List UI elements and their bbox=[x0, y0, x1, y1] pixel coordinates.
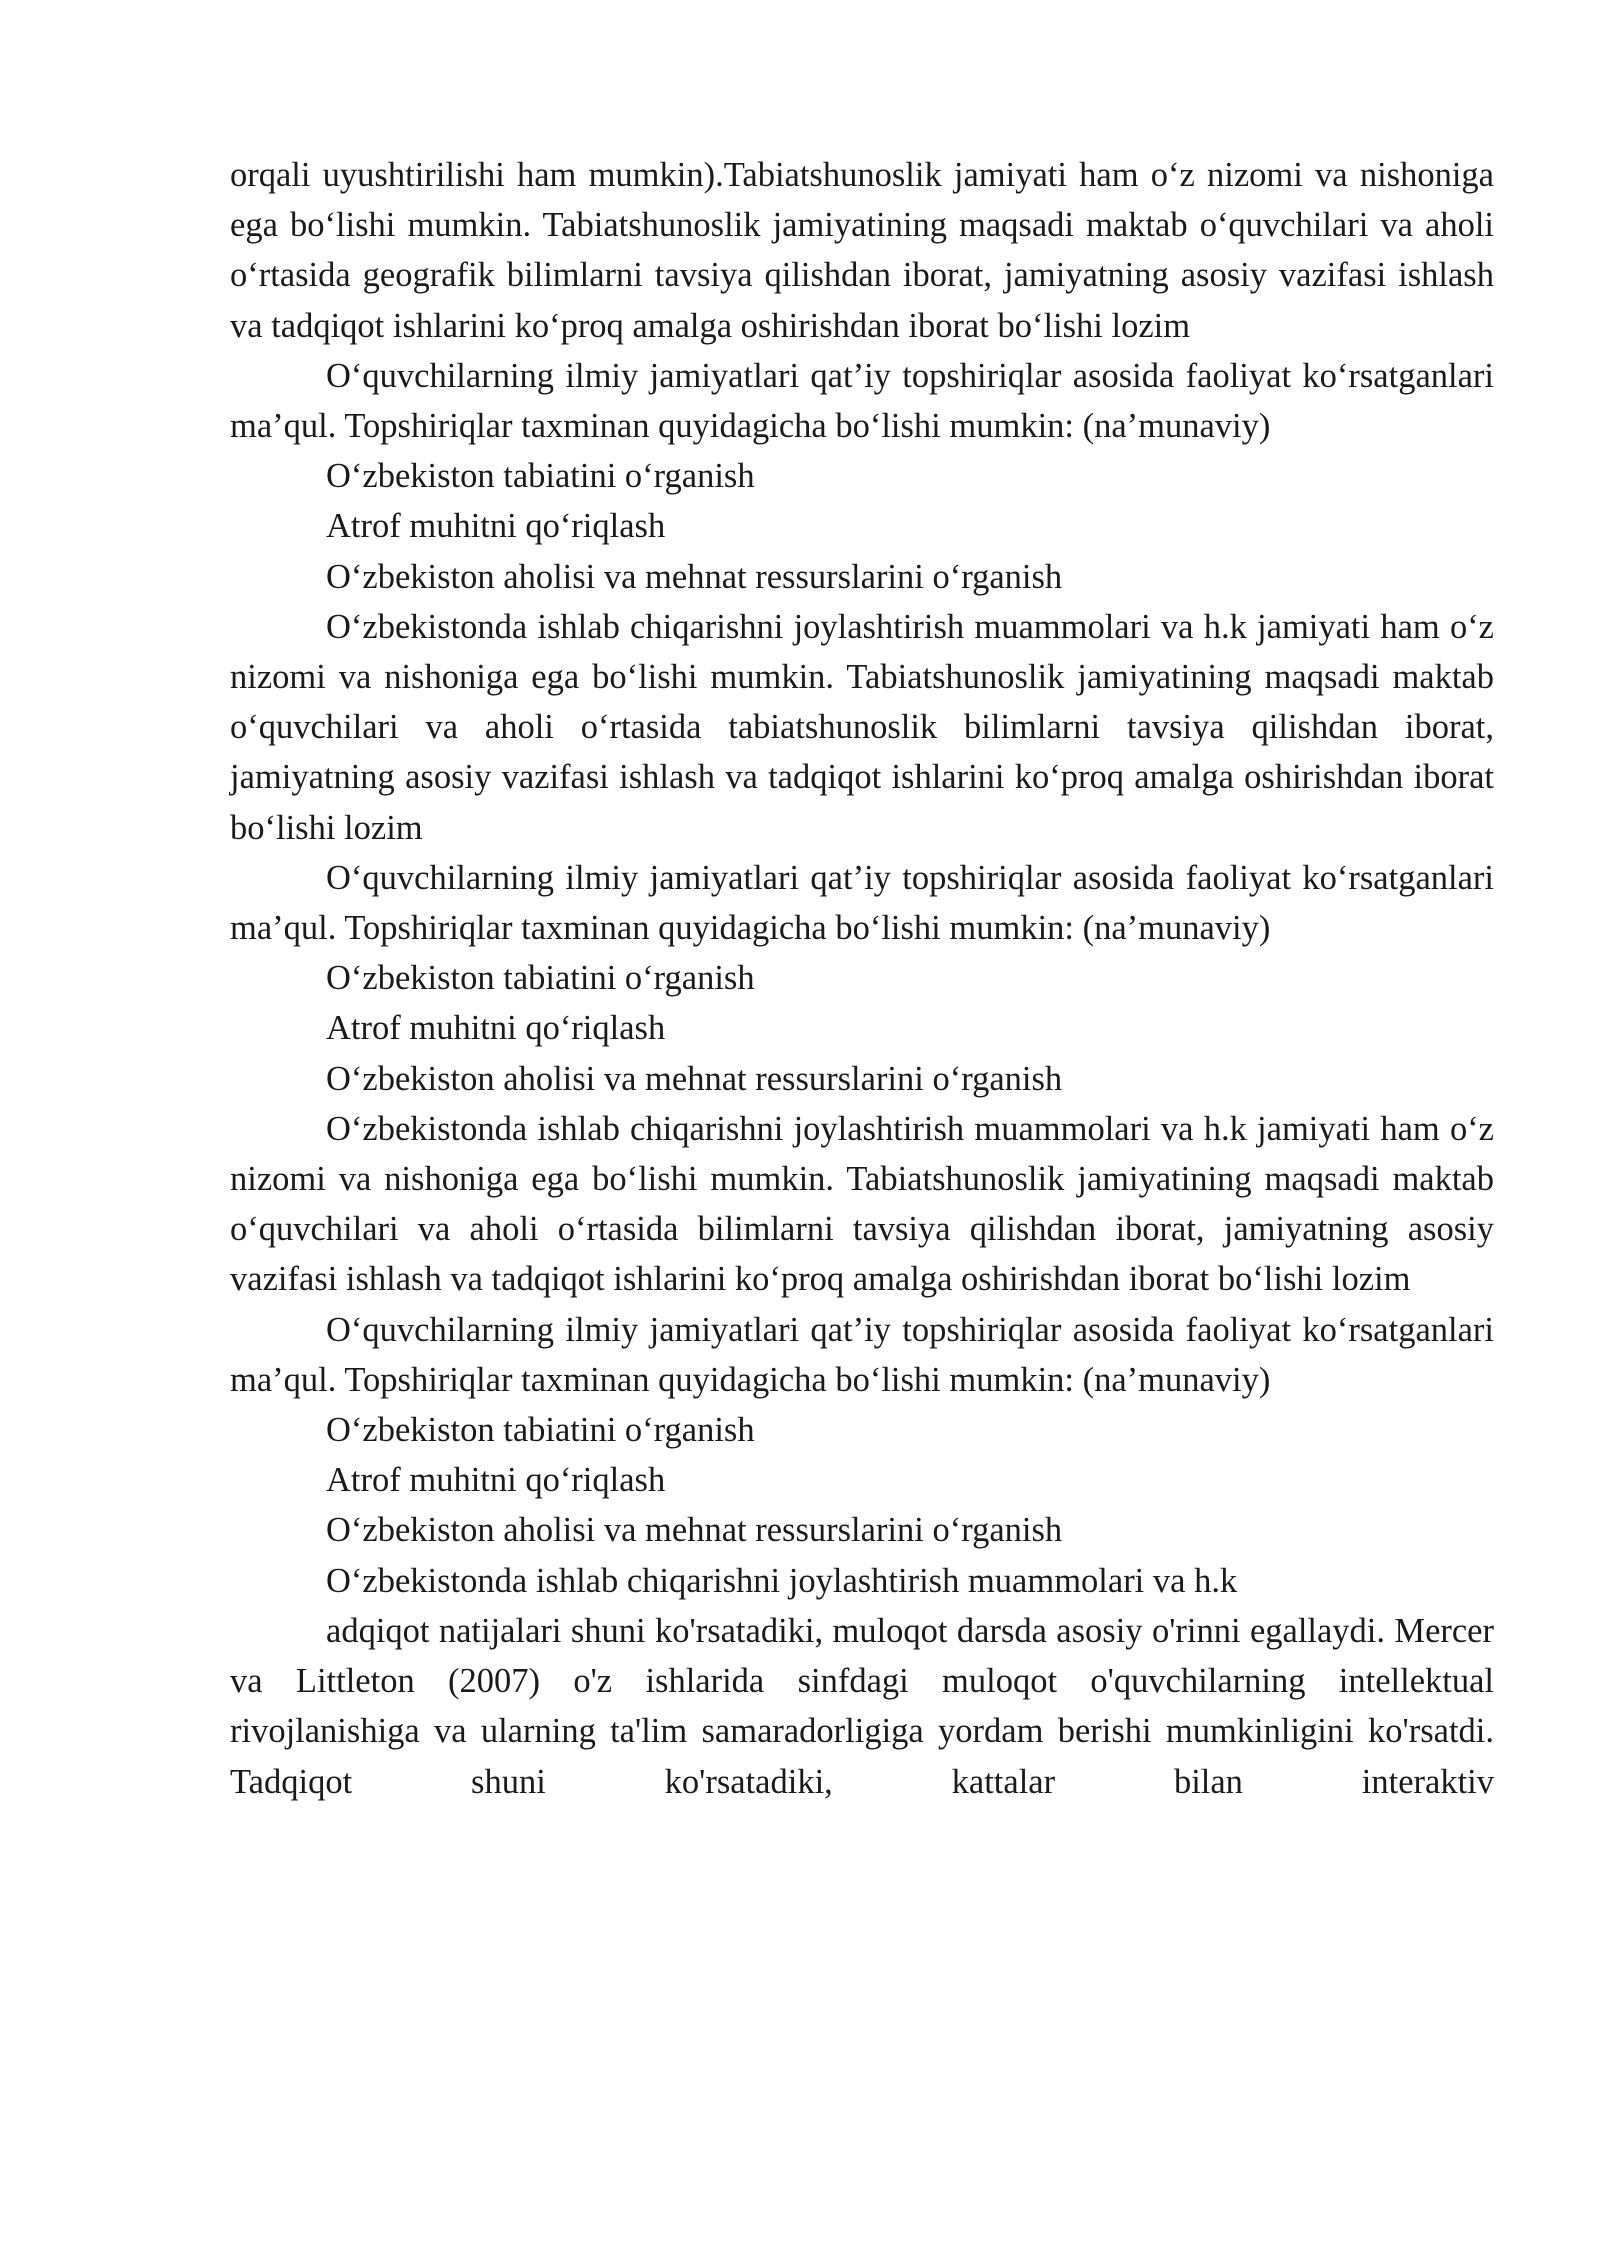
paragraph: Oʻquvchilarning ilmiy jamiyatlari qat’iy topshiriqlar asosida faoliyat koʻrsatganlari ma’qul. Topshiriqlar taxminan quyidagicha boʻlishi mumkin: (na’munaviy) bbox=[230, 356, 1494, 446]
paragraph: Oʻzbekistonda ishlab chiqarishni joylashtirish muammolari va h.k jamiyati ham oʻz nizomi va nishoniga ega boʻlishi mumkin. Tabiatshunoslik jamiyatining maqsadi maktab oʻquvchilari va aholi oʻrtasida tabiatshunoslik bilimlarni tavsiya qilishdan iborat, jamiyatning asosiy vazifasi ishlash va tadqiqot ishlarini koʻproq amalga oshirishdan iborat boʻlishi lozim bbox=[230, 607, 1494, 847]
paragraph: Oʻquvchilarning ilmiy jamiyatlari qat’iy topshiriqlar asosida faoliyat koʻrsatganlari ma’qul. Topshiriqlar taxminan quyidagicha boʻlishi mumkin: (na’munaviy) bbox=[230, 1310, 1494, 1399]
document-page bbox=[230, 150, 1494, 1807]
paragraph: adqiqot natijalari shuni ko'rsatadiki, muloqot darsda asosiy o'rinni egallaydi. Mercer va Littleton (2007) o'z ishlarida sinfdagi muloqot o'quvchilarning intellektual rivojlanishiga va ularning ta'lim samaradorligiga yordam berishi mumkinligini ko'rsatdi. Tadqiqot shuni ko'rsatadiki, kattalar bilan interaktiv bbox=[230, 1611, 1494, 1801]
list-item: Atrof muhitni qoʻriqlash bbox=[326, 507, 666, 546]
list-item: Oʻzbekiston tabiatini oʻrganish bbox=[326, 959, 755, 998]
paragraph: Oʻzbekistonda ishlab chiqarishni joylashtirish muammolari va h.k jamiyati ham oʻz nizomi va nishoniga ega boʻlishi mumkin. Tabiatshunoslik jamiyatining maqsadi maktab oʻquvchilari va aholi oʻrtasida bilimlarni tavsiya qilishdan iborat, jamiyatning asosiy vazifasi ishlash va tadqiqot ishlarini koʻproq amalga oshirishdan iborat boʻlishi lozim bbox=[230, 1109, 1494, 1299]
list-item: Oʻzbekiston tabiatini oʻrganish bbox=[326, 457, 755, 496]
paragraph: orqali uyushtirilishi ham mumkin).Tabiatshunoslik jamiyati ham oʻz nizomi va nishoniga ega boʻlishi mumkin. Tabiatshunoslik jamiyatining maqsadi maktab oʻquvchilari va aholi oʻrtasida geografik bilimlarni tavsiya qilishdan iborat, jamiyatning asosiy vazifasi ishlash va tadqiqot ishlarini koʻproq amalga oshirishdan iborat boʻlishi lozim bbox=[230, 156, 1494, 345]
list-item: Oʻzbekiston tabiatini oʻrganish bbox=[326, 1411, 755, 1450]
list-item: Oʻzbekiston aholisi va mehnat ressurslarini oʻrganish bbox=[326, 1059, 1063, 1098]
list-item: Atrof muhitni qoʻriqlash bbox=[326, 1009, 666, 1048]
list-item: Oʻzbekiston aholisi va mehnat ressurslarini oʻrganish bbox=[326, 1511, 1063, 1550]
body-text bbox=[230, 150, 1494, 1807]
paragraph: Oʻquvchilarning ilmiy jamiyatlari qat’iy topshiriqlar asosida faoliyat koʻrsatganlari ma’qul. Topshiriqlar taxminan quyidagicha boʻlishi mumkin: (na’munaviy) bbox=[230, 858, 1494, 948]
list-item: Oʻzbekiston aholisi va mehnat ressurslarini oʻrganish bbox=[326, 557, 1063, 596]
list-item: Atrof muhitni qoʻriqlash bbox=[326, 1461, 666, 1500]
list-item: Oʻzbekistonda ishlab chiqarishni joylashtirish muammolari va h.k bbox=[326, 1561, 1238, 1600]
